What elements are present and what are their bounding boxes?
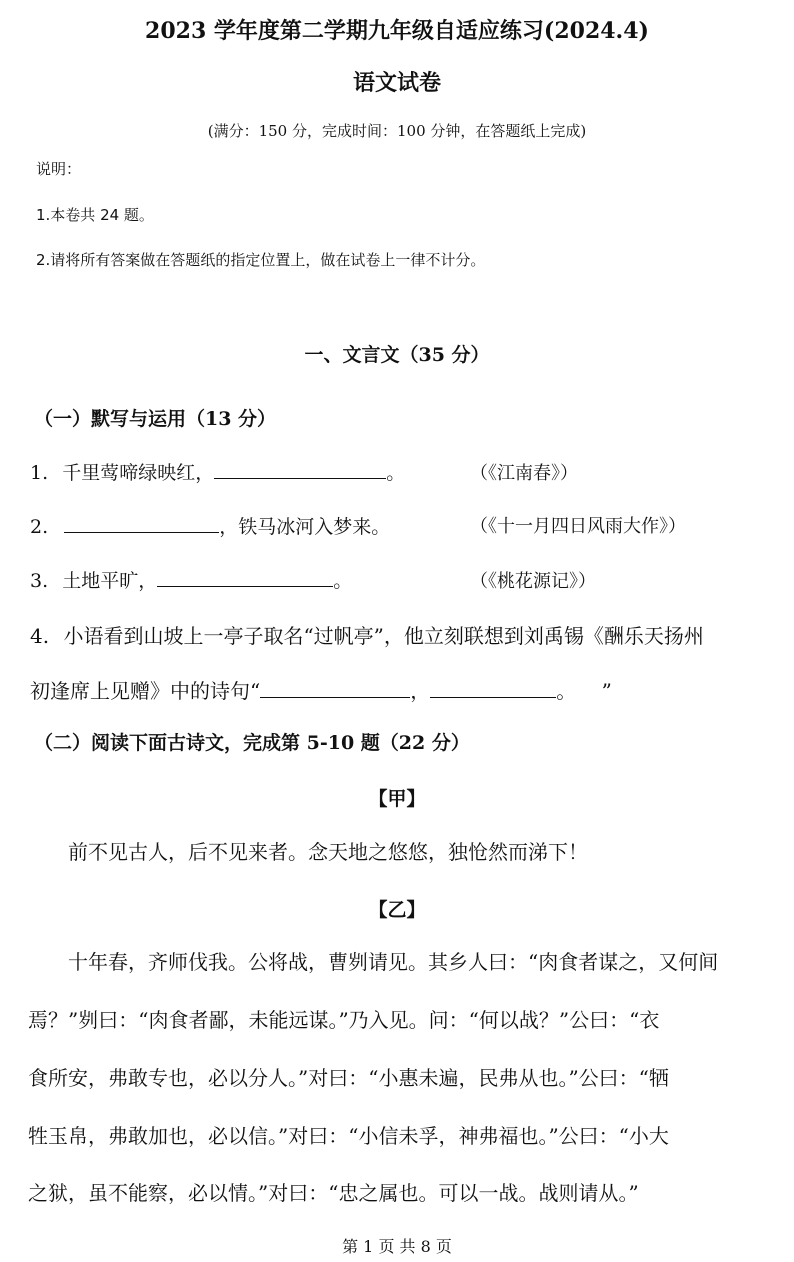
question-number: 3. bbox=[30, 570, 49, 592]
question-2-source: （《十一月四日风雨大作》） bbox=[470, 516, 686, 537]
question-4 bbox=[30, 620, 704, 649]
passage-yi-line: 牲玉帛，弗敢加也，必以信。”对曰：“小信未孚，神弗福也。”公曰：“小大 bbox=[28, 1124, 669, 1148]
instruction-item-1: 1.本卷共 24 题。 bbox=[36, 206, 154, 224]
answer-blank bbox=[64, 512, 219, 533]
question-text: ， bbox=[410, 679, 431, 703]
question-4-line-2 bbox=[30, 675, 612, 704]
answer-blank bbox=[430, 677, 556, 698]
question-text: 小语看到山坡上一亭子取名“过帆亭”，他立刻联想到刘禹锡《酬乐天扬州 bbox=[63, 624, 704, 648]
question-3 bbox=[30, 566, 352, 593]
passage-yi-line: 十年春，齐师伐我。公将战，曹刿请见。其乡人曰：“肉食者谋之，又何间 bbox=[68, 950, 719, 974]
question-text: 。 bbox=[386, 462, 406, 484]
question-text: 初逢席上见赠》中的诗句“ bbox=[30, 679, 261, 703]
part2-heading: （二）阅读下面古诗文，完成第 5-10 题（22 分） bbox=[34, 732, 470, 754]
answer-blank bbox=[214, 458, 386, 479]
question-text: 。 bbox=[333, 570, 353, 592]
passage-jia-label: 【甲】 bbox=[368, 788, 426, 810]
question-text: ，铁马冰河入梦来。 bbox=[219, 516, 391, 538]
passage-jia-text: 前不见古人，后不见来者。念天地之悠悠，独怆然而涕下！ bbox=[68, 840, 588, 864]
answer-blank bbox=[260, 677, 410, 698]
instructions-heading: 说明： bbox=[36, 160, 82, 178]
question-text: 千里莺啼绿映红， bbox=[62, 462, 215, 484]
question-number: 1. bbox=[30, 462, 49, 484]
passage-yi-line: 之狱，虽不能察，必以情。”对曰：“忠之属也。可以一战。战则请从。” bbox=[28, 1181, 639, 1205]
part1-heading: （一）默写与运用（13 分） bbox=[34, 408, 277, 430]
section-heading: 一、文言文（35 分） bbox=[304, 344, 490, 366]
question-2 bbox=[30, 512, 390, 539]
exam-title: 2023 学年度第二学期九年级自适应练习(2024.4) bbox=[145, 18, 649, 44]
question-1-source: （《江南春》） bbox=[470, 463, 578, 484]
instruction-item-2: 2.请将所有答案做在答题纸的指定位置上，做在试卷上一律不计分。 bbox=[36, 251, 486, 269]
answer-blank bbox=[157, 566, 333, 587]
question-number: 4. bbox=[30, 624, 50, 648]
question-3-source: （《桃花源记》） bbox=[470, 571, 596, 592]
passage-yi-label: 【乙】 bbox=[368, 899, 426, 921]
exam-note: (满分：150 分，完成时间：100 分钟，在答题纸上完成) bbox=[207, 122, 587, 140]
question-number: 2. bbox=[30, 516, 49, 538]
question-text: 土地平旷， bbox=[62, 570, 158, 592]
passage-yi-line: 食所安，弗敢专也，必以分人。”对曰：“小惠未遍，民弗从也。”公曰：“牺 bbox=[28, 1066, 669, 1090]
question-1 bbox=[30, 458, 405, 485]
question-text: 。 ” bbox=[556, 679, 612, 703]
page-number: 第 1 页 共 8 页 bbox=[342, 1237, 452, 1256]
exam-subject: 语文试卷 bbox=[352, 70, 441, 96]
passage-yi-line: 焉？”刿曰：“肉食者鄙，未能远谋。”乃入见。问：“何以战？”公曰：“衣 bbox=[28, 1008, 660, 1032]
